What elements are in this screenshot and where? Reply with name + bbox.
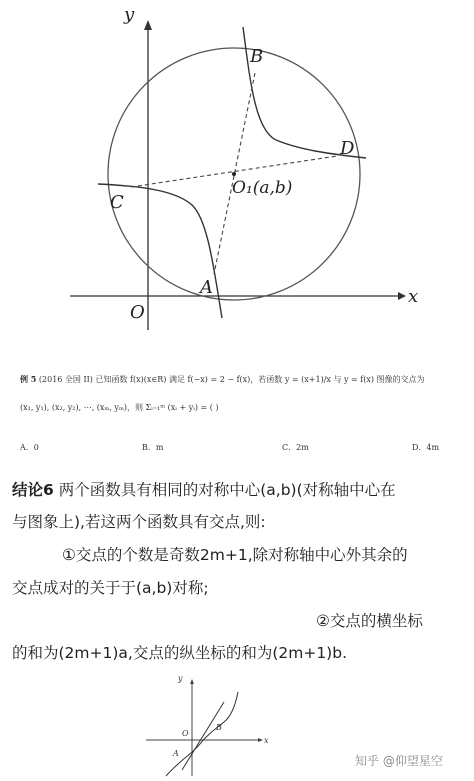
conclusion-line-3: ①交点的个数是奇数2m+1,除对称轴中心外其余的 bbox=[62, 546, 408, 564]
example-text-2: (x₁, y₁), (x₂, y₂), ⋯, (xₘ, yₘ)，则 Σᵢ₌₁ᵐ (xᵢ + yᵢ) = ( ) bbox=[20, 403, 219, 412]
conclusion-line-6: 的和为(2m+1)a,交点的纵坐标的和为(2m+1)b. bbox=[12, 644, 347, 662]
example-line-2 bbox=[20, 401, 465, 414]
symmetry-figure bbox=[0, 0, 474, 345]
fig2-origin-label: O bbox=[182, 729, 189, 738]
fig2-point-B: B bbox=[216, 723, 222, 732]
fig1-point-A: A bbox=[200, 277, 213, 298]
fig2-y-arrow bbox=[190, 679, 194, 684]
fig2-point-A: A bbox=[173, 749, 179, 758]
fig2-curve bbox=[166, 692, 238, 776]
fig1-point-B: B bbox=[250, 46, 264, 67]
example-line-1 bbox=[20, 373, 465, 386]
fig1-point-D: D bbox=[340, 138, 355, 159]
conclusion-line-2: 与图象上),若这两个函数具有交点,则: bbox=[12, 513, 266, 531]
small-figure bbox=[140, 672, 280, 780]
center-point bbox=[232, 172, 236, 176]
fig1-y-label: y bbox=[124, 4, 135, 25]
conclusion-title: 结论6 bbox=[12, 481, 54, 499]
conclusion-line-5: ②交点的横坐标 bbox=[316, 612, 423, 630]
option-B: B．m bbox=[142, 443, 164, 452]
x-axis-arrow bbox=[398, 292, 406, 300]
option-A: A．0 bbox=[20, 443, 39, 452]
y-axis-arrow bbox=[144, 20, 152, 30]
example-text-1: (2016 全国 II) 已知函数 f(x)(x∈R) 满足 f(−x) = 2 − f(x)，若函数 y = (x+1)/x 与 y = f(x) 图像的交点为 bbox=[38, 375, 425, 384]
fig1-center-label: O₁(a,b) bbox=[232, 178, 293, 198]
fig2-x-arrow bbox=[258, 738, 263, 742]
fig1-origin-label: O bbox=[130, 302, 145, 323]
example-label: 例 5 bbox=[20, 374, 37, 384]
fig1-point-C: C bbox=[110, 192, 124, 213]
conclusion-text-1: 两个函数具有相同的对称中心(a,b)(对称轴中心在 bbox=[58, 481, 396, 499]
conclusion-line-1 bbox=[12, 478, 396, 503]
option-D: D．4m bbox=[412, 443, 440, 452]
fig2-x-label: x bbox=[264, 736, 269, 745]
fig2-y-label: y bbox=[178, 674, 183, 683]
watermark: 知乎 @仰望星空 bbox=[355, 754, 443, 768]
option-C: C．2m bbox=[282, 443, 309, 452]
example-5 bbox=[20, 373, 465, 414]
conclusion-line-4: 交点成对的关于于(a,b)对称; bbox=[12, 579, 209, 597]
fig1-x-label: x bbox=[408, 286, 419, 307]
